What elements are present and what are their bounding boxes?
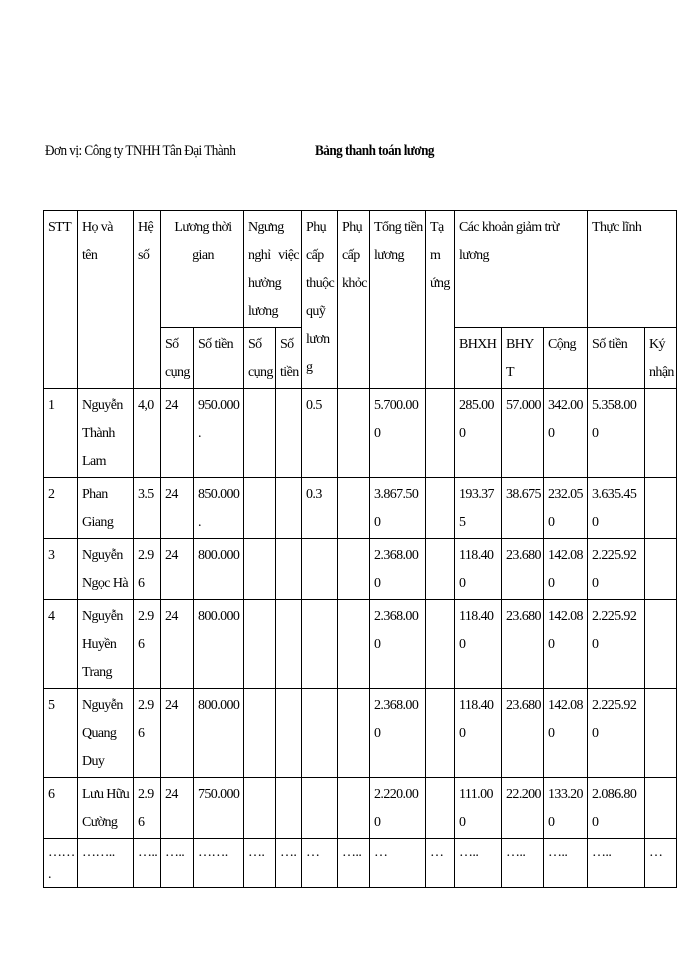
cell-tong-tien: 3.867.500 bbox=[370, 478, 426, 539]
cell-ngung-tien bbox=[276, 389, 302, 478]
cell-ngung-cong bbox=[244, 600, 276, 689]
col-phu-cap-thuoc-quy: Phụ cấp thuộc quỹ lương bbox=[302, 211, 338, 389]
cell-ngung-cong bbox=[244, 478, 276, 539]
cell-tong-tien: … bbox=[370, 839, 426, 888]
cell-so-cong: 24 bbox=[161, 389, 194, 478]
cell-khoc bbox=[338, 689, 370, 778]
header-row-main bbox=[44, 211, 677, 328]
cell-he-so: 2.96 bbox=[134, 539, 161, 600]
cell-bhxh: 285.000 bbox=[455, 389, 502, 478]
subcol-bhxh: BHXH bbox=[455, 328, 502, 389]
cell-bhyt: 23.680 bbox=[502, 539, 544, 600]
cell-thuc-linh: 2.086.800 bbox=[588, 778, 645, 839]
cell-tam-ung bbox=[426, 689, 455, 778]
cell-stt: 1 bbox=[44, 389, 78, 478]
cell-so-cong: 24 bbox=[161, 539, 194, 600]
table-row bbox=[44, 600, 677, 689]
cell-he-so: 3.5 bbox=[134, 478, 161, 539]
cell-bhxh: ….. bbox=[455, 839, 502, 888]
cell-phu-cap: 0.5 bbox=[302, 389, 338, 478]
cell-so-cong: 24 bbox=[161, 689, 194, 778]
cell-name: …….. bbox=[78, 839, 134, 888]
cell-ky-nhan bbox=[645, 478, 677, 539]
cell-bhxh: 111.000 bbox=[455, 778, 502, 839]
cell-cong: 142.080 bbox=[544, 689, 588, 778]
cell-so-tien: 950.000. bbox=[194, 389, 244, 478]
table-row bbox=[44, 839, 677, 888]
unit-label: Đơn vị: Công ty TNHH Tân Đại Thành bbox=[45, 143, 236, 159]
cell-bhyt: ….. bbox=[502, 839, 544, 888]
subcol-so-cong: Số cụng bbox=[161, 328, 194, 389]
cell-ngung-tien bbox=[276, 689, 302, 778]
cell-khoc bbox=[338, 778, 370, 839]
cell-tam-ung bbox=[426, 389, 455, 478]
cell-stt: 6 bbox=[44, 778, 78, 839]
cell-he-so: ….. bbox=[134, 839, 161, 888]
cell-bhxh: 118.400 bbox=[455, 600, 502, 689]
cell-ky-nhan bbox=[645, 539, 677, 600]
cell-khoc bbox=[338, 478, 370, 539]
cell-ngung-cong bbox=[244, 689, 276, 778]
cell-stt: ……. bbox=[44, 839, 78, 888]
subcol-ngung-so-tien: Số tiền bbox=[276, 328, 302, 389]
cell-stt: 4 bbox=[44, 600, 78, 689]
cell-so-tien: 750.000 bbox=[194, 778, 244, 839]
cell-cong: 142.080 bbox=[544, 600, 588, 689]
cell-thuc-linh: 2.225.920 bbox=[588, 539, 645, 600]
col-tam-ung: Tạm ứng bbox=[426, 211, 455, 389]
cell-khoc: ….. bbox=[338, 839, 370, 888]
cell-so-cong: 24 bbox=[161, 478, 194, 539]
cell-cong: ….. bbox=[544, 839, 588, 888]
cell-name: Phan Giang bbox=[78, 478, 134, 539]
cell-bhyt: 57.000 bbox=[502, 389, 544, 478]
col-stt: STT bbox=[44, 211, 78, 389]
cell-phu-cap bbox=[302, 539, 338, 600]
cell-so-tien: 800.000 bbox=[194, 539, 244, 600]
table-row bbox=[44, 778, 677, 839]
cell-stt: 3 bbox=[44, 539, 78, 600]
cell-tam-ung bbox=[426, 778, 455, 839]
cell-so-tien: 800.000 bbox=[194, 600, 244, 689]
cell-so-tien: ……. bbox=[194, 839, 244, 888]
cell-tam-ung: … bbox=[426, 839, 455, 888]
cell-so-cong: 24 bbox=[161, 600, 194, 689]
cell-ngung-cong bbox=[244, 778, 276, 839]
table-row bbox=[44, 478, 677, 539]
cell-tam-ung bbox=[426, 478, 455, 539]
cell-stt: 5 bbox=[44, 689, 78, 778]
cell-so-tien: 800.000 bbox=[194, 689, 244, 778]
cell-bhxh: 118.400 bbox=[455, 539, 502, 600]
cell-he-so: 2.96 bbox=[134, 600, 161, 689]
subcol-thuc-so-tien: Số tiền bbox=[588, 328, 645, 389]
cell-name: Nguyễn Huyền Trang bbox=[78, 600, 134, 689]
document-title: Bảng thanh toán lương bbox=[315, 143, 434, 159]
cell-ngung-tien bbox=[276, 478, 302, 539]
cell-he-so: 2.96 bbox=[134, 778, 161, 839]
cell-cong: 142.080 bbox=[544, 539, 588, 600]
cell-tam-ung bbox=[426, 600, 455, 689]
col-tong-tien: Tổng tiền lương bbox=[370, 211, 426, 389]
cell-ngung-cong: …. bbox=[244, 839, 276, 888]
cell-thuc-linh: 2.225.920 bbox=[588, 689, 645, 778]
cell-khoc bbox=[338, 539, 370, 600]
col-cac-khoan-giam-tru: Các khoản giảm trừ lương bbox=[455, 211, 588, 328]
table-body bbox=[44, 389, 677, 888]
cell-bhyt: 23.680 bbox=[502, 600, 544, 689]
col-thuc-linh: Thực lĩnh bbox=[588, 211, 677, 328]
cell-thuc-linh: 3.635.450 bbox=[588, 478, 645, 539]
cell-ngung-cong bbox=[244, 389, 276, 478]
cell-tong-tien: 5.700.000 bbox=[370, 389, 426, 478]
subcol-ngung-so-cong: Số cụng bbox=[244, 328, 276, 389]
cell-phu-cap: … bbox=[302, 839, 338, 888]
cell-tong-tien: 2.220.000 bbox=[370, 778, 426, 839]
cell-so-cong: 24 bbox=[161, 778, 194, 839]
subcol-so-tien: Số tiền bbox=[194, 328, 244, 389]
cell-cong: 133.200 bbox=[544, 778, 588, 839]
cell-name: Nguyễn Ngọc Hà bbox=[78, 539, 134, 600]
cell-ky-nhan: … bbox=[645, 839, 677, 888]
cell-bhxh: 118.400 bbox=[455, 689, 502, 778]
subcol-ky-nhan: Ký nhận bbox=[645, 328, 677, 389]
cell-thuc-linh: 2.225.920 bbox=[588, 600, 645, 689]
cell-cong: 232.050 bbox=[544, 478, 588, 539]
subcol-cong: Cộng bbox=[544, 328, 588, 389]
cell-bhyt: 23.680 bbox=[502, 689, 544, 778]
cell-phu-cap bbox=[302, 600, 338, 689]
cell-bhyt: 22.200 bbox=[502, 778, 544, 839]
col-name: Họ và tên bbox=[78, 211, 134, 389]
table-row bbox=[44, 389, 677, 478]
col-luong-thoi-gian: Lương thời gian bbox=[161, 211, 244, 328]
cell-he-so: 2.96 bbox=[134, 689, 161, 778]
payroll-table bbox=[43, 210, 677, 888]
col-phu-cap-khoc: Phụ cấp khỏc bbox=[338, 211, 370, 389]
cell-bhxh: 193.375 bbox=[455, 478, 502, 539]
cell-ngung-tien bbox=[276, 778, 302, 839]
cell-tong-tien: 2.368.000 bbox=[370, 689, 426, 778]
cell-cong: 342.000 bbox=[544, 389, 588, 478]
subcol-bhyt: BHYT bbox=[502, 328, 544, 389]
cell-so-cong: ….. bbox=[161, 839, 194, 888]
cell-ky-nhan bbox=[645, 778, 677, 839]
cell-khoc bbox=[338, 600, 370, 689]
cell-ky-nhan bbox=[645, 600, 677, 689]
cell-tam-ung bbox=[426, 539, 455, 600]
table-row bbox=[44, 689, 677, 778]
cell-phu-cap: 0.3 bbox=[302, 478, 338, 539]
cell-khoc bbox=[338, 389, 370, 478]
cell-tong-tien: 2.368.000 bbox=[370, 600, 426, 689]
cell-ky-nhan bbox=[645, 689, 677, 778]
cell-bhyt: 38.675 bbox=[502, 478, 544, 539]
cell-stt: 2 bbox=[44, 478, 78, 539]
cell-he-so: 4,0 bbox=[134, 389, 161, 478]
cell-thuc-linh: ….. bbox=[588, 839, 645, 888]
cell-tong-tien: 2.368.000 bbox=[370, 539, 426, 600]
cell-so-tien: 850.000. bbox=[194, 478, 244, 539]
cell-ngung-tien bbox=[276, 539, 302, 600]
cell-ngung-tien: …. bbox=[276, 839, 302, 888]
cell-thuc-linh: 5.358.000 bbox=[588, 389, 645, 478]
cell-ky-nhan bbox=[645, 389, 677, 478]
cell-ngung-cong bbox=[244, 539, 276, 600]
cell-phu-cap bbox=[302, 689, 338, 778]
document-header bbox=[45, 143, 685, 165]
table-row bbox=[44, 539, 677, 600]
cell-name: Lưu Hữu Cường bbox=[78, 778, 134, 839]
cell-ngung-tien bbox=[276, 600, 302, 689]
cell-name: Nguyễn Thành Lam bbox=[78, 389, 134, 478]
col-ngung-viec: Ngưng nghỉ việc hưởng lương bbox=[244, 211, 302, 328]
col-he-so: Hệ số bbox=[134, 211, 161, 389]
cell-name: Nguyễn Quang Duy bbox=[78, 689, 134, 778]
cell-phu-cap bbox=[302, 778, 338, 839]
